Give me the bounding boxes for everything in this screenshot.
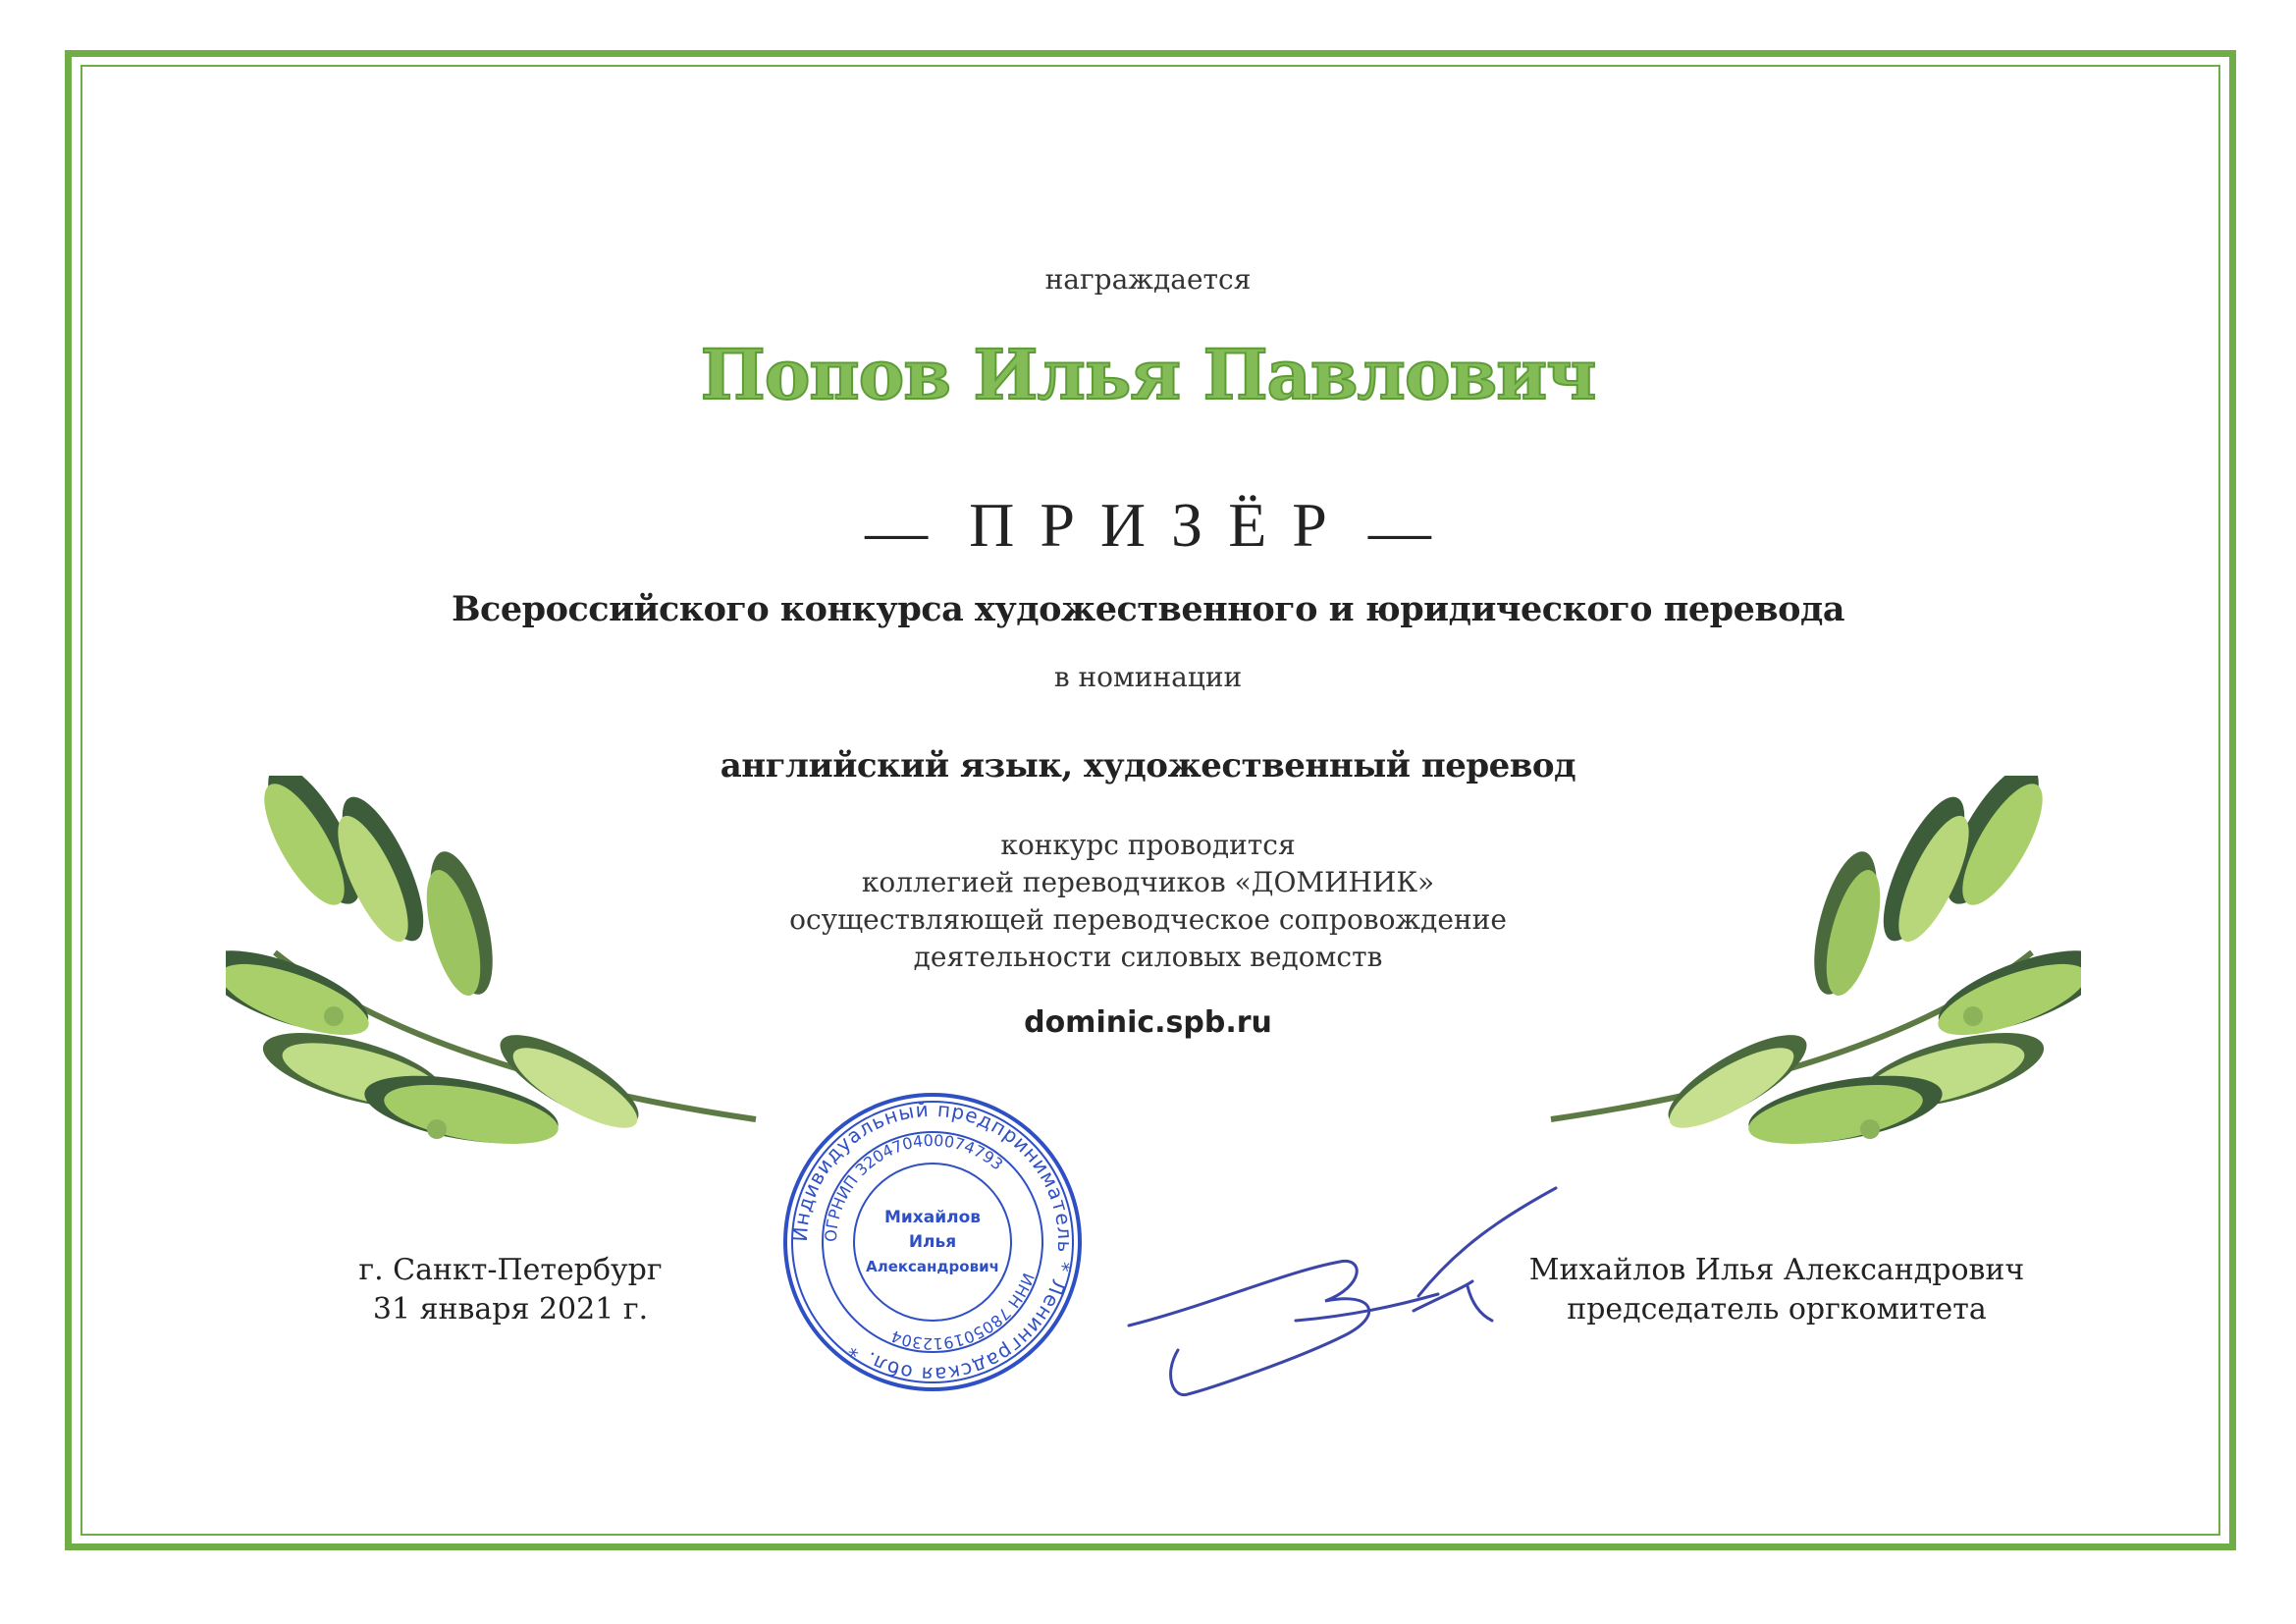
title-dash-right: —	[1367, 496, 1431, 567]
stamp-center-line: Михайлов	[883, 1208, 982, 1227]
issue-date: 31 января 2021 г.	[372, 1292, 649, 1326]
city: г. Санкт-Петербург	[358, 1253, 663, 1287]
laurel-branch-icon	[1531, 776, 2081, 1208]
nomination-value: английский язык, художественный перевод	[720, 746, 1576, 785]
stamp-ogrnip: ОГРНИП 320470400074793	[821, 1130, 1007, 1243]
awarded-label: награждается	[1044, 263, 1252, 296]
stamp-inn: ИНН 780501912304	[888, 1270, 1039, 1354]
round-seal-icon	[775, 1085, 1090, 1399]
signer-position: председатель оргкомитета	[1567, 1292, 1987, 1326]
signer-name: Михайлов Илья Александрович	[1528, 1253, 2025, 1287]
organizer-line: коллегией переводчиков «ДОМИНИК»	[861, 866, 1435, 898]
website-link[interactable]: dominic.spb.ru	[1024, 1005, 1272, 1040]
organizer-line: деятельности силовых ведомств	[913, 941, 1383, 973]
organizer-line: конкурс проводится	[1000, 829, 1296, 861]
title-dash-left: —	[865, 496, 929, 567]
nomination-label: в номинации	[1053, 661, 1243, 693]
organizer-line: осуществляющей переводческое сопровождение	[789, 903, 1507, 936]
title-text: ПРИЗЁР	[969, 490, 1353, 560]
place-and-date	[334, 1251, 687, 1329]
stamp-outer-text: Индивидуальный предприниматель * Ленинградская обл. *	[787, 1097, 1078, 1387]
stamp-center-line: Илья	[908, 1232, 957, 1252]
recipient-name: Попов Илья Павлович	[700, 334, 1596, 415]
laurel-branch-icon	[226, 776, 775, 1208]
signer-info	[1482, 1251, 2071, 1329]
contest-name: Всероссийского конкурса художественного и юридического перевода	[451, 589, 1845, 629]
stamp-center-line: Александрович	[866, 1258, 999, 1275]
certificate-title	[0, 489, 2296, 568]
